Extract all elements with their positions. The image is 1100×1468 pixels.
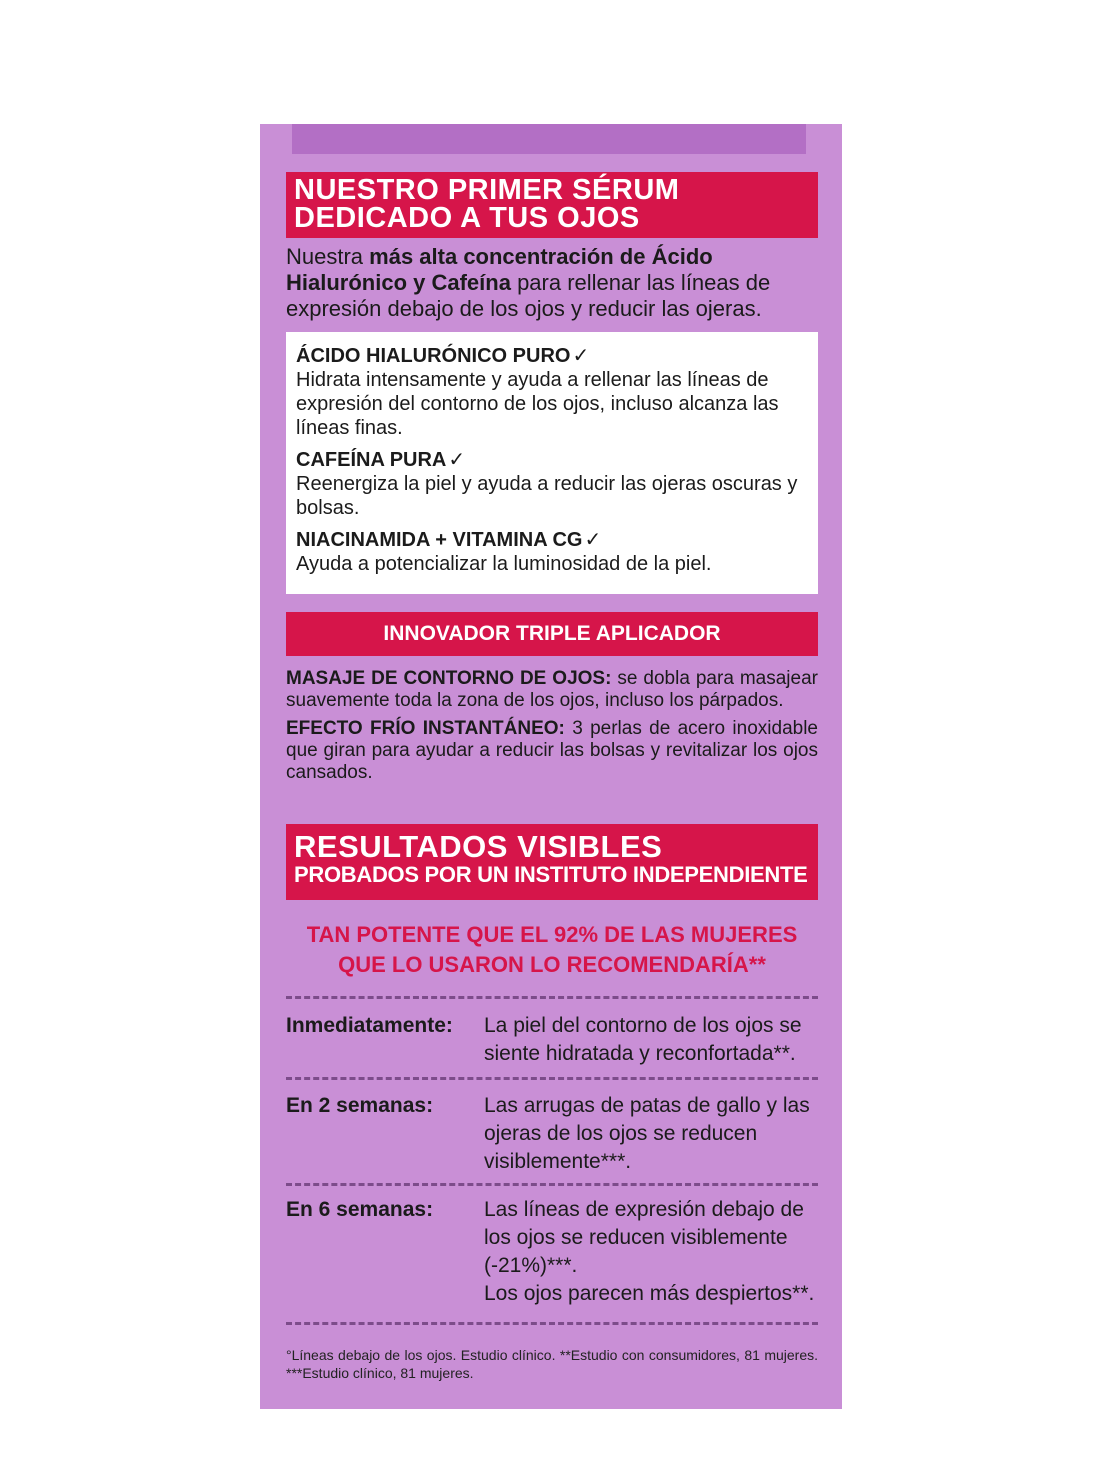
ingredient-text: Ayuda a potencializar la luminosidad de la piel. [296,553,712,575]
ingredient-title-text: CAFEÍNA PURA [296,449,447,471]
headline-band [286,172,818,238]
result-text-extra: Los ojos parecen más despiertos**. [484,1282,815,1305]
intro-text [286,244,818,322]
ingredients-card [286,332,818,594]
result-text: Las arrugas de patas de gallo y las ojeras de los ojos se reducen visiblemente***. [484,1094,810,1173]
dashed-divider [286,1077,818,1080]
ingredient-title-text: NIACINAMIDA + VITAMINA CG [296,529,583,551]
applicator-item-label: MASAJE DE CONTORNO DE OJOS: [286,668,612,689]
applicator-item [286,718,818,784]
results-band [286,824,818,900]
applicator-text [286,668,818,790]
result-label: En 6 semanas: [286,1198,434,1221]
result-text-main: Las líneas de expresión debajo de los ojos se reducen visiblemente (-21%)***. [484,1198,804,1277]
ingredient-title [296,344,808,368]
headline-line2: DEDICADO A TUS OJOS [294,202,640,234]
result-text [484,1196,818,1308]
dashed-divider [286,1183,818,1186]
applicator-item-label: EFECTO FRÍO INSTANTÁNEO: [286,718,565,739]
ingredient-title-text: ÁCIDO HIALURÓNICO PURO [296,345,571,367]
ingredient-title [296,448,808,472]
footnote: °Líneas debajo de los ojos. Estudio clínico. **Estudio con consumidores, 81 mujeres. ***Estudio clínico, 81 mujeres. [286,1347,818,1381]
check-icon: ✓ [584,529,602,551]
applicator-item-text: se dobla para masajear suavemente toda la zona de los ojos, incluso los párpados. [286,668,818,711]
recommendation-stat [286,920,818,980]
intro-prefix: Nuestra [286,244,370,269]
result-label: Inmediatamente: [286,1014,453,1037]
result-label: En 2 semanas: [286,1094,434,1117]
applicator-band: INNOVADOR TRIPLE APLICADOR [286,612,818,656]
results-subtitle: PROBADOS POR UN INSTITUTO INDEPENDIENTE [294,862,808,887]
intro-suffix: para rellenar las líneas de expresión debajo de los ojos y reducir las ojeras. [286,270,771,321]
stat-line1: TAN POTENTE QUE EL 92% DE LAS MUJERES [306,922,798,947]
ingredient-text: Reenergiza la piel y ayuda a reducir las ojeras oscuras y bolsas. [296,473,798,519]
applicator-item-text: 3 perlas de acero inoxidable que giran para ayudar a reducir las bolsas y revitalizar los ojos cansados. [286,718,819,783]
dashed-divider [286,996,818,999]
applicator-item [286,668,818,712]
check-icon: ✓ [448,449,466,471]
headline-line1: NUESTRO PRIMER SÉRUM [294,174,680,206]
check-icon: ✓ [572,345,590,367]
box-top-flap [292,124,806,154]
ingredient-text: Hidrata intensamente y ayuda a rellenar las líneas de expresión del contorno de los ojos, incluso alcanza las líneas finas. [296,369,779,439]
ingredient-title [296,528,808,552]
result-text: La piel del contorno de los ojos se siente hidratada y reconfortada**. [484,1014,802,1065]
dashed-divider [286,1322,818,1325]
stat-line2: QUE LO USARON LO RECOMENDARÍA** [338,952,766,977]
intro-bold: más alta concentración de Ácido Hialurónico y Cafeína [286,244,713,295]
results-title: RESULTADOS VISIBLES [294,829,663,864]
